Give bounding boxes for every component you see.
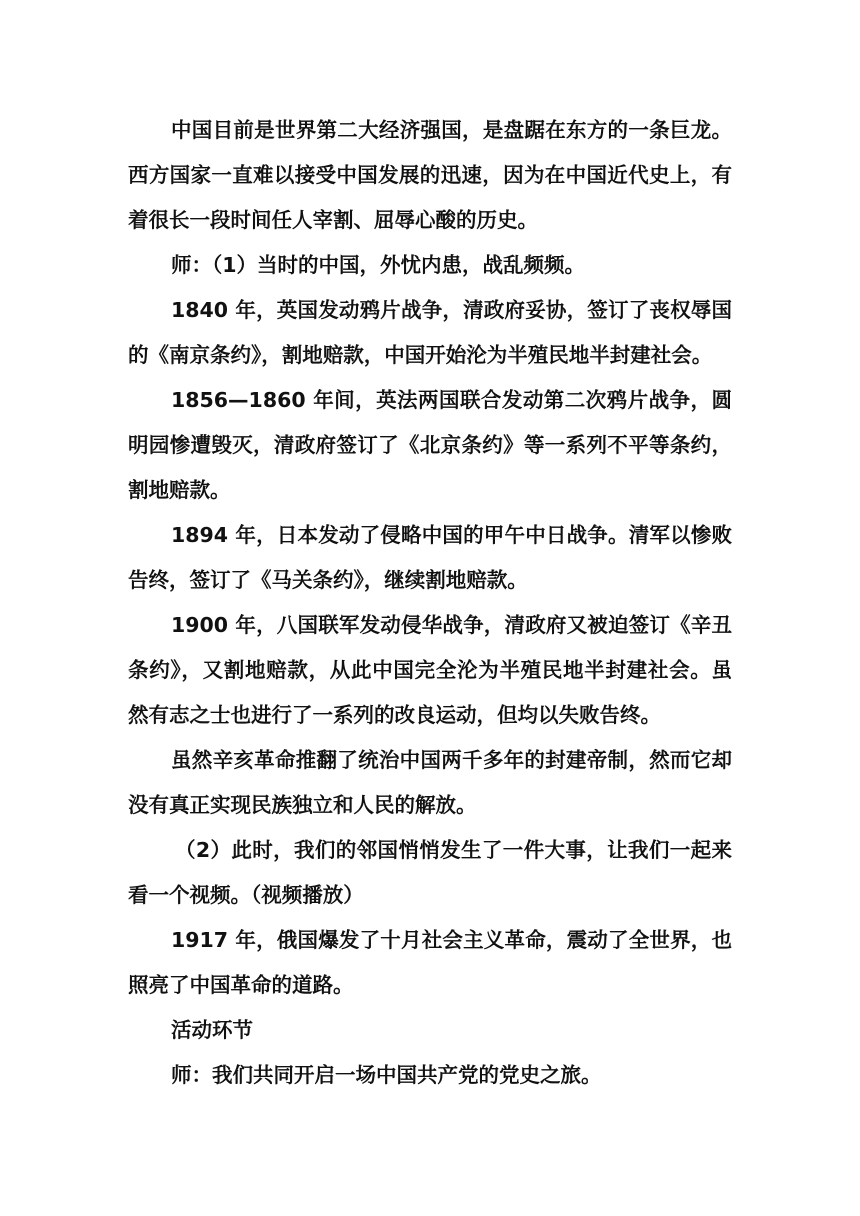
paragraph-1900: 1900 年，八国联军发动侵华战争，清政府又被迫签订《辛丑条约》，又割地赔款，从此中国完全沦为半殖民地半封建社会。虽然有志之士也进行了一系列的改良运动，但均以失败告终。 [128,613,732,727]
paragraph-xinhai: 虽然辛亥革命推翻了统治中国两千多年的封建帝制，然而它却没有真正实现民族独立和人民的解放。 [128,748,732,817]
paragraph-teacher-1: 师：（1）当时的中国，外忧内患，战乱频频。 [171,253,586,277]
document-body [128,108,732,1098]
paragraph-teacher-3: 师：我们共同开启一场中国共产党的党史之旅。 [171,1063,602,1087]
paragraph-teacher-2: （2）此时，我们的邻国悄悄发生了一件大事，让我们一起来看一个视频。（视频播放） [128,838,732,907]
paragraph-1894: 1894 年，日本发动了侵略中国的甲午中日战争。清军以惨败告终，签订了《马关条约》，继续割地赔款。 [128,523,732,592]
paragraph-intro: 中国目前是世界第二大经济强国，是盘踞在东方的一条巨龙。西方国家一直难以接受中国发展的迅速，因为在中国近代史上，有着很长一段时间任人宰割、屈辱心酸的历史。 [128,118,732,232]
paragraph-1840: 1840 年，英国发动鸦片战争，清政府妥协，签订了丧权辱国的《南京条约》，割地赔款，中国开始沦为半殖民地半封建社会。 [128,298,732,367]
paragraph-1856: 1856—1860 年间，英法两国联合发动第二次鸦片战争，圆明园惨遭毁灭，清政府签订了《北京条约》等一系列不平等条约，割地赔款。 [128,388,732,502]
paragraph-activity-heading: 活动环节 [171,1018,253,1042]
paragraph-1917: 1917 年，俄国爆发了十月社会主义革命，震动了全世界，也照亮了中国革命的道路。 [128,928,732,997]
